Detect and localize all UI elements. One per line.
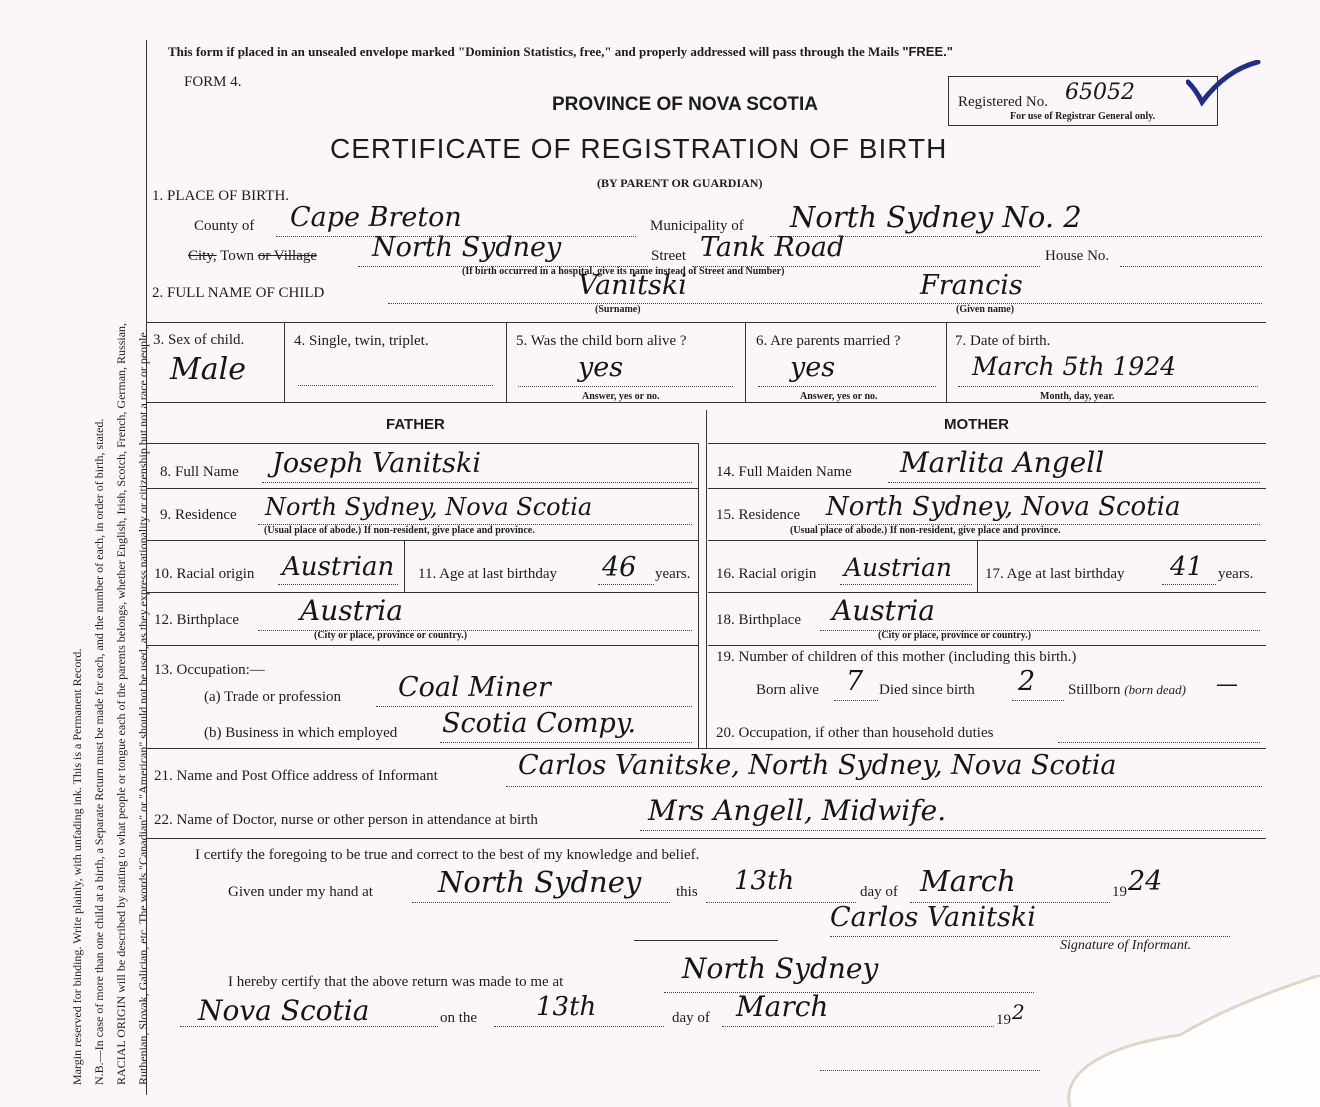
father-birthplace-value: Austria [300, 594, 403, 627]
father-years-label: years. [655, 566, 691, 582]
business-value: Scotia Compy. [442, 708, 637, 739]
informant-label: 21. Name and Post Office address of Informant [154, 768, 438, 784]
municipality-label: Municipality of [650, 218, 744, 234]
mother-name-value: Marlita Angell [900, 446, 1105, 479]
informant-signature: Carlos Vanitski [830, 902, 1036, 933]
father-heading: FATHER [386, 416, 445, 433]
page-title: CERTIFICATE OF REGISTRATION OF BIRTH [330, 133, 948, 164]
given-month-value: March [920, 864, 1016, 898]
mother-birthplace-caption: (City or place, province or country.) [878, 630, 1032, 641]
born-alive-count-label: Born alive [756, 682, 819, 698]
mother-years-label: years. [1218, 566, 1254, 582]
street-label: Street [651, 248, 686, 264]
street-value: Tank Road [700, 232, 845, 263]
paper-stain [1030, 975, 1320, 1107]
dob-value: March 5th 1924 [972, 352, 1177, 381]
father-racial-value: Austrian [282, 552, 395, 582]
doctor-value: Mrs Angell, Midwife. [648, 794, 947, 827]
mother-racial-label: 16. Racial origin [716, 566, 817, 582]
margin-rule [146, 40, 147, 1095]
mail-notice: This form if placed in an unsealed envelope marked "Dominion Statistics, free," and properly addressed will pass through the Mails "FREE." [168, 44, 953, 59]
trade-value: Coal Miner [398, 672, 551, 703]
child-given-value: Francis [920, 270, 1023, 301]
father-occupation-label: 13. Occupation:— [154, 662, 265, 678]
married-caption: Answer, yes or no. [800, 391, 878, 402]
mother-name-label: 14. Full Maiden Name [716, 464, 852, 480]
married-question: 6. Are parents married ? [756, 333, 901, 349]
registrar-certification: I hereby certify that the above return was made to me at [228, 974, 564, 990]
given-place-value: North Sydney [438, 865, 642, 899]
surname-caption: (Surname) [595, 304, 641, 315]
informant-certification: I certify the foregoing to be true and correct to the best of my knowledge and belief. [195, 847, 700, 863]
check-mark-icon [1186, 60, 1266, 110]
registrar-note: For use of Registrar General only. [1010, 111, 1156, 122]
business-label: (b) Business in which employed [204, 725, 398, 741]
stillborn-label: Stillborn (born dead) [1068, 682, 1187, 698]
sex-value: Male [170, 352, 246, 387]
given-caption: (Given name) [956, 304, 1015, 315]
registrar-place-value-2: Nova Scotia [198, 994, 370, 1027]
mother-birthplace-label: 18. Birthplace [716, 612, 801, 628]
dob-label: 7. Date of birth. [955, 333, 1051, 349]
mother-racial-value: Austrian [844, 553, 952, 582]
margin-note-3: RACIAL ORIGIN will be described by stating to what people or tongue each of the parents belongs, whether English, Irish, Scotch, French, German, Russian, [114, 322, 128, 1085]
mother-residence-value: North Sydney, Nova Scotia [826, 492, 1181, 522]
trade-label: (a) Trade or profession [204, 689, 342, 705]
informant-value: Carlos Vanitske, North Sydney, Nova Scotia [518, 750, 1117, 781]
registrar-month-value: March [736, 990, 829, 1023]
place-of-birth-label: 1. PLACE OF BIRTH. [152, 188, 290, 204]
given-year-prefix: 19 [1112, 884, 1127, 900]
registrar-day-value: 13th [536, 992, 597, 1022]
margin-note-2: N.B.—In case of more than one child at a birth, a Separate Return must be made for each, and the number of each, in order of birth, stated. [92, 418, 106, 1085]
born-alive-question: 5. Was the child born alive ? [516, 333, 687, 349]
stillborn-value: — [1216, 672, 1238, 697]
registered-label: Registered No. [958, 94, 1048, 110]
registrar-year-value: 2 [1012, 1000, 1025, 1024]
mother-age-label: 17. Age at last birthday [985, 566, 1125, 582]
municipality-value: North Sydney No. 2 [790, 200, 1082, 234]
given-day-value: 13th [734, 866, 795, 896]
registrar-year-prefix: 19 [996, 1012, 1011, 1028]
father-name-label: 8. Full Name [160, 464, 239, 480]
father-birthplace-caption: (City or place, province or country.) [314, 630, 468, 641]
mother-birthplace-value: Austria [832, 594, 935, 627]
signature-caption: Signature of Informant. [1060, 938, 1192, 953]
mother-occupation-label: 20. Occupation, if other than household duties [716, 725, 994, 741]
father-residence-caption: (Usual place of abode.) If non-resident, give place and province. [264, 525, 535, 536]
child-surname-value: Vanitski [578, 270, 687, 301]
margin-note-1: Margin reserved for binding. Write plainly, with unfading ink. This is a Permanent Record. [70, 648, 84, 1085]
child-name-label: 2. FULL NAME OF CHILD [152, 285, 325, 301]
father-racial-label: 10. Racial origin [154, 566, 255, 582]
father-residence-value: North Sydney, Nova Scotia [265, 493, 593, 521]
born-alive-count-value: 7 [846, 666, 864, 697]
dob-caption: Month, day, year. [1040, 391, 1115, 402]
page-subtitle: (BY PARENT OR GUARDIAN) [597, 176, 763, 190]
given-under-hand-label: Given under my hand at [228, 884, 373, 900]
town-type-label: City, Town or Village [188, 248, 318, 264]
registrar-place-value: North Sydney [682, 952, 879, 985]
died-since-birth-label: Died since birth [879, 682, 975, 698]
died-since-birth-value: 2 [1018, 666, 1036, 697]
county-value: Cape Breton [290, 202, 462, 233]
this-label: this [676, 884, 698, 900]
mother-age-value: 41 [1170, 552, 1204, 582]
father-age-label: 11. Age at last birthday [418, 566, 557, 582]
mother-heading: MOTHER [944, 416, 1009, 433]
given-year-value: 24 [1128, 866, 1163, 897]
sex-label: 3. Sex of child. [153, 332, 245, 348]
province-heading: PROVINCE OF NOVA SCOTIA [552, 94, 819, 115]
father-birthplace-label: 12. Birthplace [154, 612, 239, 628]
father-age-value: 46 [602, 552, 637, 583]
born-alive-caption: Answer, yes or no. [582, 391, 660, 402]
mother-residence-label: 15. Residence [716, 507, 801, 523]
street-note: (If birth occurred in a hospital, give its name instead of Street and Number) [462, 266, 785, 277]
doctor-label: 22. Name of Doctor, nurse or other person in attendance at birth [154, 812, 538, 828]
margin-note-4: Ruthenian, Slovak, Galician, etc. The words "Canadian" or "American" should not be used, as they express nationality or citizenship but not a race or people. [136, 329, 150, 1085]
plurality-label: 4. Single, twin, triplet. [294, 333, 429, 349]
married-answer: yes [790, 352, 836, 383]
county-label: County of [194, 218, 255, 234]
father-residence-label: 9. Residence [160, 507, 237, 523]
born-alive-answer: yes [578, 352, 624, 383]
given-day-of-label: day of [860, 884, 898, 900]
mother-residence-caption: (Usual place of abode.) If non-resident, give place and province. [790, 525, 1061, 536]
mother-children-label: 19. Number of children of this mother (including this birth.) [716, 649, 1077, 665]
form-number: FORM 4. [184, 74, 242, 90]
father-name-value: Joseph Vanitski [272, 448, 482, 479]
house-number-label: House No. [1045, 248, 1110, 264]
registrar-on-the-label: on the [440, 1010, 478, 1026]
town-value: North Sydney [372, 232, 562, 263]
registered-value: 65052 [1065, 80, 1135, 105]
binding-margin [56, 40, 156, 1090]
registrar-day-of-label: day of [672, 1010, 710, 1026]
